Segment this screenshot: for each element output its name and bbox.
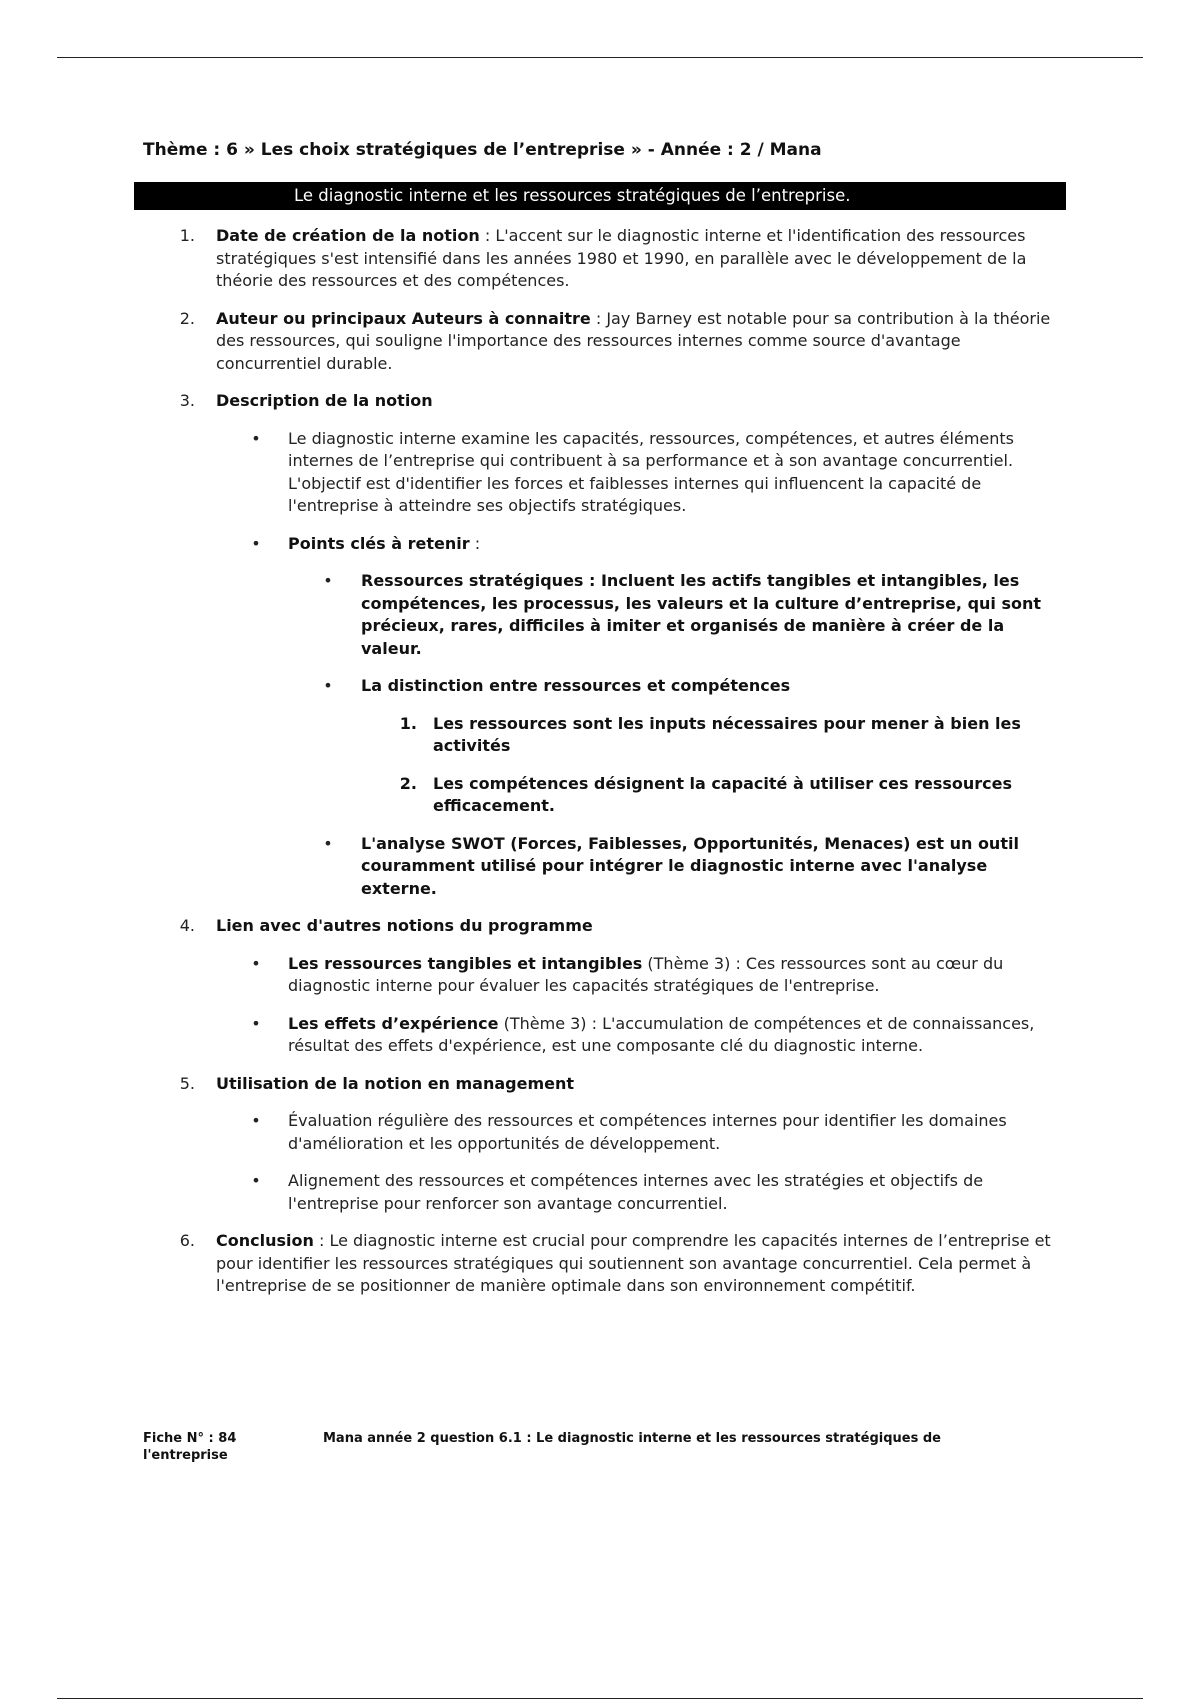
bullet-icon: • — [251, 953, 261, 973]
section-number: 2. — [179, 308, 195, 328]
section-label: Description de la notion — [216, 391, 433, 410]
sub-item-number: 1. — [399, 713, 417, 733]
section-text — [216, 915, 1056, 938]
list-item — [0, 953, 1200, 998]
bullet-icon: • — [251, 1111, 261, 1130]
sub-item-ressources — [0, 713, 1200, 758]
sub-item-competences — [0, 773, 1200, 818]
section-utilisation — [0, 1073, 1200, 1096]
bullet-icon: • — [251, 1171, 261, 1190]
bullet-icon: • — [323, 833, 333, 853]
bullet-icon: • — [323, 676, 333, 695]
key-point-ressources — [0, 570, 1200, 660]
list-item-text: Alignement des ressources et compétences internes avec les stratégies et objectifs de l'entreprise pour renforcer son avantage concurrentiel. — [288, 1171, 984, 1213]
top-rule — [57, 57, 1143, 58]
section-text — [216, 390, 1056, 413]
key-point-text: Ressources stratégiques : Incluent les actifs tangibles et intangibles, les compétences, les processus, les valeurs et la culture d’entreprise, qui sont précieux, rares, difficiles à imiter et organisés de manière à créer de la valeur. — [361, 571, 1042, 658]
points-cles-label: Points clés à retenir — [288, 533, 470, 553]
bottom-rule — [57, 1698, 1143, 1699]
section-label: Auteur ou principaux Auteurs à connaitre — [216, 308, 591, 328]
section-text — [216, 1073, 1056, 1096]
key-point-text: La distinction entre ressources et compétences — [361, 676, 791, 695]
theme-title: Thème : 6 » Les choix stratégiques de l’entreprise » - Année : 2 / Mana — [143, 140, 822, 160]
list-item — [0, 1013, 1200, 1058]
section-label: Lien avec d'autres notions du programme — [216, 916, 593, 935]
key-point-distinction — [0, 675, 1200, 698]
section-label: Conclusion — [216, 1231, 314, 1250]
list-item-body: (Thème 3) : L'accumulation de compétences et de connaissances, résultat des effets d'expérience, est une composante clé du diagnostic interne. — [288, 1013, 1035, 1055]
section-text — [216, 308, 1056, 376]
key-point-swot — [0, 833, 1200, 901]
list-item — [0, 1110, 1200, 1155]
list-item-label: Les effets d’expérience — [288, 1013, 499, 1033]
section-lien-notions — [0, 915, 1200, 938]
key-point-text: L'analyse SWOT (Forces, Faiblesses, Opportunités, Menaces) est un outil couramment utilisé pour intégrer le diagnostic interne avec l'analyse externe. — [361, 833, 1019, 898]
section-number: 4. — [179, 916, 195, 935]
list-item-body: (Thème 3) : Ces ressources sont au cœur du diagnostic interne pour évaluer les capacités stratégiques de l'entreprise. — [288, 953, 1004, 995]
sub-item-text: Les compétences désignent la capacité à utiliser ces ressources efficacement. — [433, 773, 1012, 815]
section-text — [216, 1230, 1056, 1298]
list-item-text: Évaluation régulière des ressources et compétences internes pour identifier les domaines d'amélioration et les opportunités de développement. — [288, 1111, 1007, 1153]
section-number: 1. — [179, 226, 195, 245]
section-number: 6. — [179, 1231, 195, 1250]
bullet-icon: • — [251, 533, 261, 553]
title-banner — [134, 182, 1066, 210]
list-item-text — [288, 953, 1058, 998]
section-text — [216, 225, 1056, 293]
footer-title-continuation: l'entreprise — [143, 1448, 228, 1463]
section-auteurs — [0, 308, 1200, 376]
list-item — [0, 1170, 1200, 1215]
section-conclusion — [0, 1230, 1200, 1298]
section-body: : Le diagnostic interne est crucial pour comprendre les capacités internes de l’entreprise et pour identifier les ressources stratégiques qui soutiennent son avantage concurrentiel. Cela permet à l'entreprise de se positionner de manière optimale dans son environnement compétitif. — [216, 1231, 1051, 1295]
document-body — [0, 225, 1200, 1313]
list-item — [0, 428, 1200, 518]
section-date-creation — [0, 225, 1200, 293]
bullet-icon: • — [251, 1013, 261, 1033]
list-item-text — [288, 1013, 1058, 1058]
section-body: : Jay Barney est notable pour sa contribution à la théorie des ressources, qui souligne l'importance des ressources internes comme source d'avantage concurrentiel durable. — [216, 308, 1051, 373]
section-number: 3. — [179, 391, 195, 410]
section-number: 5. — [179, 1073, 195, 1093]
footer-fiche-number: Fiche N° : 84 — [143, 1431, 237, 1446]
section-description — [0, 390, 1200, 413]
bullet-icon: • — [323, 571, 333, 590]
bullet-icon: • — [251, 428, 261, 448]
section-body: : L'accent sur le diagnostic interne et l'identification des ressources stratégiques s'est intensifié dans les années 1980 et 1990, en parallèle avec le développement de la théorie des ressources et des compétences. — [216, 226, 1027, 290]
list-item-text — [288, 533, 1058, 556]
list-item-points-cles — [0, 533, 1200, 556]
list-item-text: Le diagnostic interne examine les capacités, ressources, compétences, et autres éléments internes de l’entreprise qui contribuent à sa performance et à son avantage concurrentiel. L'objectif est d'identifier les forces et faiblesses internes qui influencent la capacité de l'entreprise à atteindre ses objectifs stratégiques. — [288, 428, 1014, 515]
list-item-label: Les ressources tangibles et intangibles — [288, 953, 643, 973]
footer-question-title: Mana année 2 question 6.1 : Le diagnostic interne et les ressources stratégiques de — [323, 1431, 941, 1446]
section-label: Date de création de la notion — [216, 226, 480, 245]
banner-text: Le diagnostic interne et les ressources stratégiques de l’entreprise. — [294, 186, 851, 205]
sub-item-number: 2. — [399, 773, 417, 793]
points-cles-suffix: : — [469, 533, 481, 553]
section-label: Utilisation de la notion en management — [216, 1073, 575, 1093]
sub-item-text: Les ressources sont les inputs nécessaires pour mener à bien les activités — [433, 713, 1021, 755]
